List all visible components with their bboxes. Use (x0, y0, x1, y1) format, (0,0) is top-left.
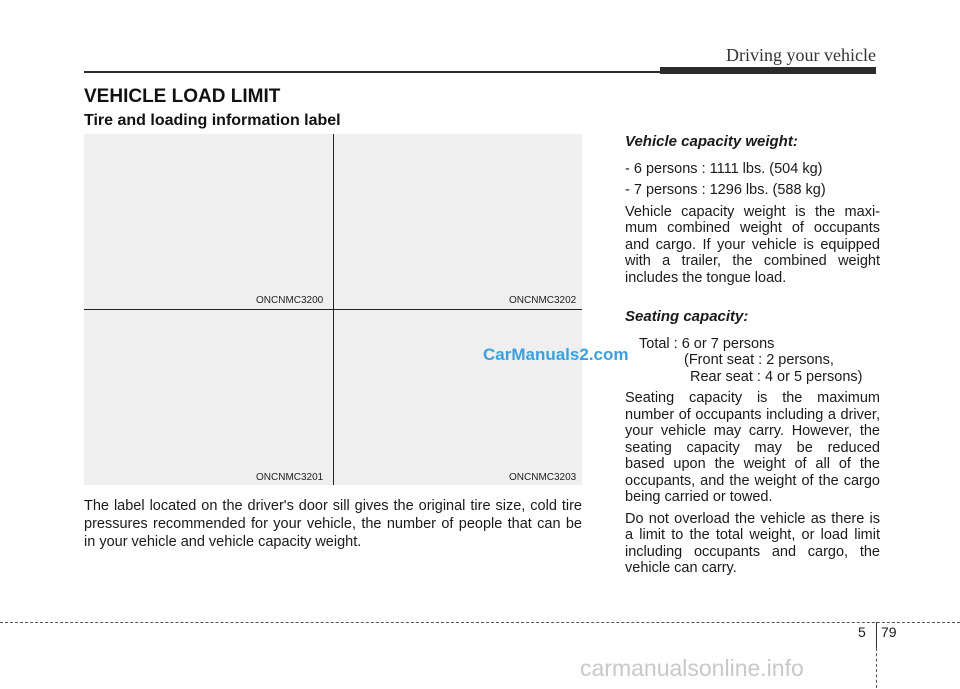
capacity-description: Vehicle capacity weight is the maxi- mum combined weight of occupants and cargo. If your vehicle is equipped with a trailer, the combined weight includes the tongue load. (625, 203, 880, 286)
figure-caption: ONCNMC3202 (509, 295, 577, 306)
running-head: Driving your vehicle (726, 45, 876, 65)
seating-heading: Seating capacity: (625, 308, 749, 325)
header-rule (84, 71, 660, 73)
label-image-grid (84, 134, 582, 485)
footer-divider (876, 648, 877, 688)
watermark-logo: CarManuals2.com (483, 345, 629, 364)
capacity-7-persons: - 7 persons : 1296 lbs. (588 kg) (625, 182, 826, 198)
right-column (625, 134, 880, 582)
seating-rear: Rear seat : 4 or 5 persons) (690, 368, 863, 385)
header-rule-accent (660, 67, 876, 74)
grid-divider-horizontal (84, 309, 582, 310)
capacity-heading: Vehicle capacity weight: (625, 133, 798, 150)
subsection-title: Tire and loading information label (84, 112, 341, 129)
footer-watermark: carmanualsonline.info (580, 655, 804, 681)
section-title: VEHICLE LOAD LIMIT (84, 86, 281, 107)
seating-total: Total : 6 or 7 persons (639, 335, 775, 352)
seating-front: (Front seat : 2 persons, (684, 352, 834, 368)
section-number: 5 (858, 624, 866, 640)
figure-caption: ONCNMC3203 (509, 472, 577, 483)
footer-rule (0, 622, 960, 623)
overload-warning: Do not overload the vehicle as there is a limit to the total weight, or load limit including occupants and cargo, the vehicle can carry. (625, 510, 880, 576)
seating-description: Seating capacity is the maximum number of occupants including a driver, your vehicle may carry. However, the seating capacity may be reduced based upon the weight of all of the occupants, and the weight of the cargo being carried or towed. (625, 390, 880, 505)
label-description: The label located on the driver's door sill gives the original tire size, cold tire pressures recommended for your vehicle, the number of people that can be in your vehicle and vehicle capacity weight. (84, 498, 582, 550)
spacer (625, 291, 880, 309)
figure-caption: ONCNMC3200 (256, 295, 324, 306)
page-number-separator (876, 622, 877, 648)
figure-caption: ONCNMC3201 (256, 472, 324, 483)
capacity-6-persons: - 6 persons : 1111 lbs. (504 kg) (625, 160, 823, 177)
page-number: 79 (881, 624, 897, 640)
